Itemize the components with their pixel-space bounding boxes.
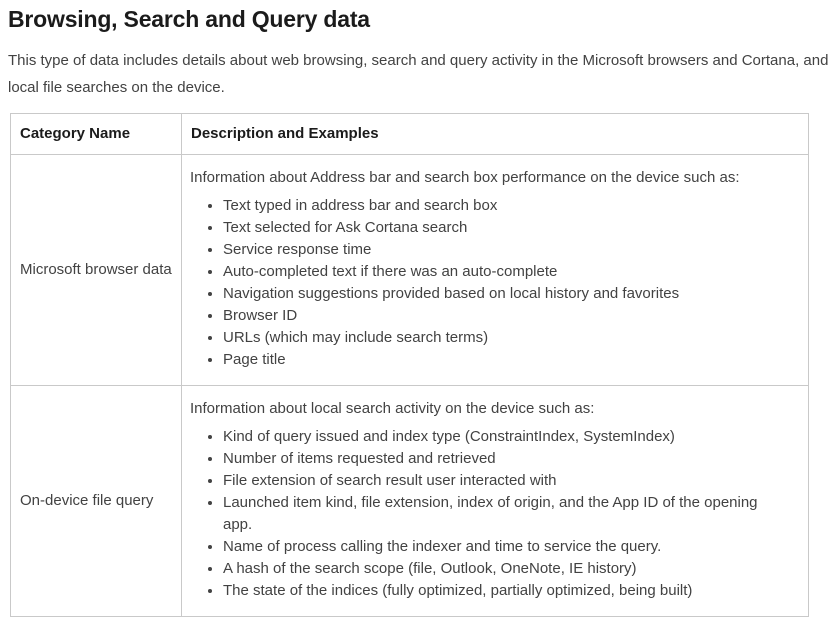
- description-intro: Information about local search activity on the device such as:: [190, 400, 595, 417]
- bullet-item: • URLs (which may include search terms): [223, 327, 774, 349]
- bullet-item: • Service response time: [223, 239, 774, 261]
- bullet-item: • Number of items requested and retrieved: [223, 448, 774, 470]
- bullet-item: • Kind of query issued and index type (ConstraintIndex, SystemIndex): [223, 426, 774, 448]
- bullet-item: • Navigation suggestions provided based on local history and favorites: [223, 283, 774, 305]
- bullet-item: • Browser ID: [223, 305, 774, 327]
- bullet-item: • A hash of the search scope (file, Outlook, OneNote, IE history): [223, 558, 774, 580]
- description-cell: [182, 155, 809, 386]
- intro-paragraph: [8, 47, 833, 101]
- bullet-item: • Text typed in address bar and search box: [223, 195, 774, 217]
- table-header-description: Description and Examples: [182, 114, 809, 155]
- table-header-category: Category Name: [11, 114, 182, 155]
- bullet-list: [190, 195, 798, 371]
- category-cell: On-device file query: [11, 386, 182, 617]
- intro-line: This type of data includes details about web browsing, search and query activity in the Microsoft browsers and Cortana, and: [8, 52, 829, 69]
- bullet-item: • The state of the indices (fully optimized, partially optimized, being built): [223, 580, 774, 602]
- page-title: Browsing, Search and Query data: [8, 6, 370, 32]
- table-row: [11, 155, 809, 386]
- data-categories-table: [10, 113, 809, 617]
- bullet-item: • File extension of search result user interacted with: [223, 470, 774, 492]
- bullet-item: • Launched item kind, file extension, index of origin, and the App ID of the opening app.: [223, 492, 774, 536]
- table-row: [11, 386, 809, 617]
- intro-line: local file searches on the device.: [8, 79, 225, 96]
- bullet-list: [190, 426, 798, 602]
- bullet-item: • Auto-completed text if there was an auto-complete: [223, 261, 774, 283]
- description-intro: Information about Address bar and search box performance on the device such as:: [190, 169, 740, 186]
- bullet-item: • Name of process calling the indexer and time to service the query.: [223, 536, 774, 558]
- bullet-item: • Text selected for Ask Cortana search: [223, 217, 774, 239]
- table-header-row: [11, 114, 809, 155]
- description-cell: [182, 386, 809, 617]
- category-cell: Microsoft browser data: [11, 155, 182, 386]
- bullet-item: • Page title: [223, 349, 774, 371]
